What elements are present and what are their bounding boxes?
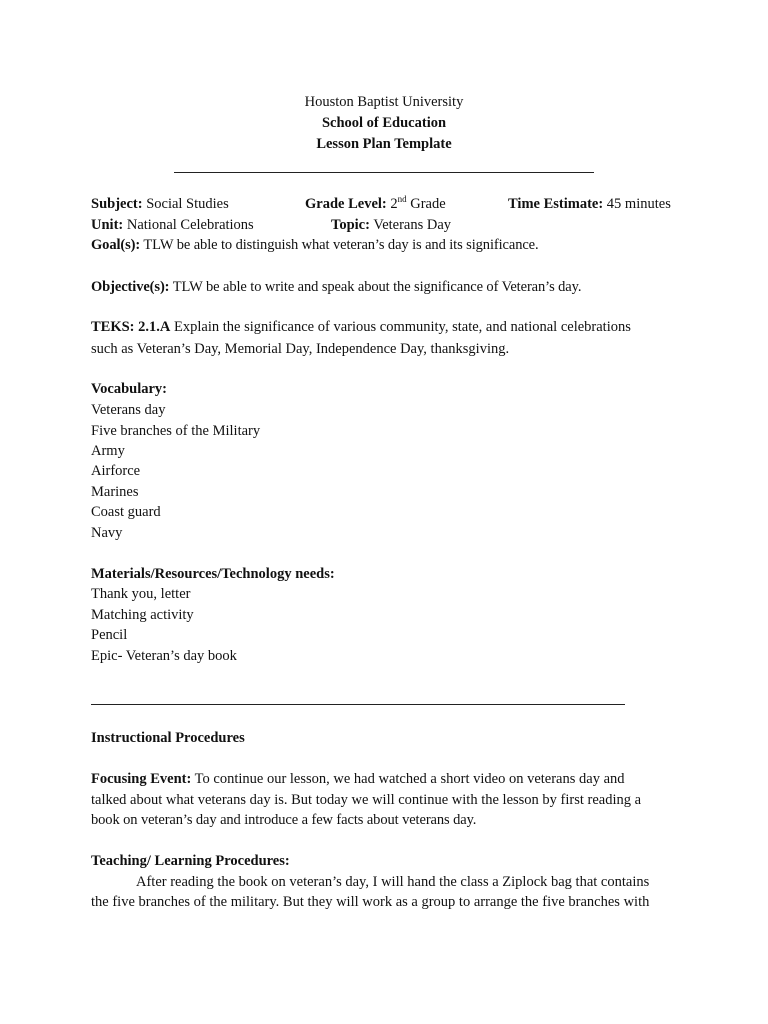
- teks-text-1: Explain the significance of various community, state, and national celebrations: [174, 319, 631, 335]
- procedures-heading: Instructional Procedures: [91, 730, 245, 746]
- vocabulary-label: Vocabulary:: [91, 381, 167, 397]
- goal-line: [91, 237, 539, 254]
- header-divider: [174, 172, 594, 173]
- university-name: Houston Baptist University: [304, 94, 464, 110]
- vocabulary-item: Army: [91, 443, 125, 459]
- time-label: Time Estimate:: [508, 196, 604, 212]
- teaching-label: Teaching/ Learning Procedures:: [91, 853, 290, 869]
- focus-line-3: book on veteran’s day and introduce a few facts about veterans day.: [91, 812, 477, 828]
- vocabulary-item: Five branches of the Military: [91, 423, 261, 439]
- objective-text: TLW be able to write and speak about the significance of Veteran’s day.: [172, 279, 582, 295]
- vocabulary-item: Veterans day: [91, 402, 166, 418]
- objective-line: [91, 279, 581, 296]
- focus-text-1: To continue our lesson, we had watched a short video on veterans day and: [194, 771, 625, 787]
- unit-value: National Celebrations: [126, 217, 254, 233]
- materials-item: Thank you, letter: [91, 586, 191, 602]
- materials-item: Pencil: [91, 627, 128, 643]
- vocabulary-item: Navy: [91, 525, 123, 541]
- teks-label: TEKS: 2.1.A: [91, 319, 171, 335]
- grade-suffix: nd: [397, 194, 407, 204]
- topic-label: Topic:: [331, 217, 370, 233]
- vocabulary-item: Marines: [91, 484, 139, 500]
- time-field: [508, 196, 671, 213]
- materials-item: Epic- Veteran’s day book: [91, 648, 237, 664]
- focus-line-1: [91, 771, 625, 788]
- goal-text: TLW be able to distinguish what veteran’s day is and its significance.: [143, 237, 539, 253]
- topic-value: Veterans Day: [373, 217, 452, 233]
- template-title: Lesson Plan Template: [316, 136, 452, 152]
- grade-field: [305, 196, 446, 213]
- grade-word: Grade: [410, 196, 446, 212]
- teaching-line-1: After reading the book on veteran’s day, I will hand the class a Ziplock bag that contains: [136, 874, 650, 890]
- time-value: 45 minutes: [606, 196, 671, 212]
- unit-field: [91, 217, 254, 234]
- focus-label: Focusing Event:: [91, 771, 192, 787]
- teks-line-2: such as Veteran’s Day, Memorial Day, Independence Day, thanksgiving.: [91, 341, 510, 357]
- topic-field: [331, 217, 451, 234]
- grade-number: 2: [390, 196, 398, 212]
- materials-label: Materials/Resources/Technology needs:: [91, 566, 335, 582]
- subject-label: Subject:: [91, 196, 143, 212]
- subject-field: [91, 196, 229, 213]
- objective-label: Objective(s):: [91, 279, 170, 295]
- materials-item: Matching activity: [91, 607, 194, 623]
- vocabulary-item: Airforce: [91, 463, 141, 479]
- teks-line-1: [91, 319, 631, 336]
- vocabulary-item: Coast guard: [91, 504, 161, 520]
- subject-value: Social Studies: [146, 196, 229, 212]
- teaching-line-2: the five branches of the military. But they will work as a group to arrange the five branches with: [91, 894, 650, 910]
- school-name: School of Education: [321, 115, 447, 131]
- section-divider: [91, 704, 625, 705]
- grade-label: Grade Level:: [305, 196, 387, 212]
- unit-label: Unit:: [91, 217, 124, 233]
- goal-label: Goal(s):: [91, 237, 141, 253]
- focus-line-2: talked about what veterans day is. But today we will continue with the lesson by first reading a: [91, 792, 642, 808]
